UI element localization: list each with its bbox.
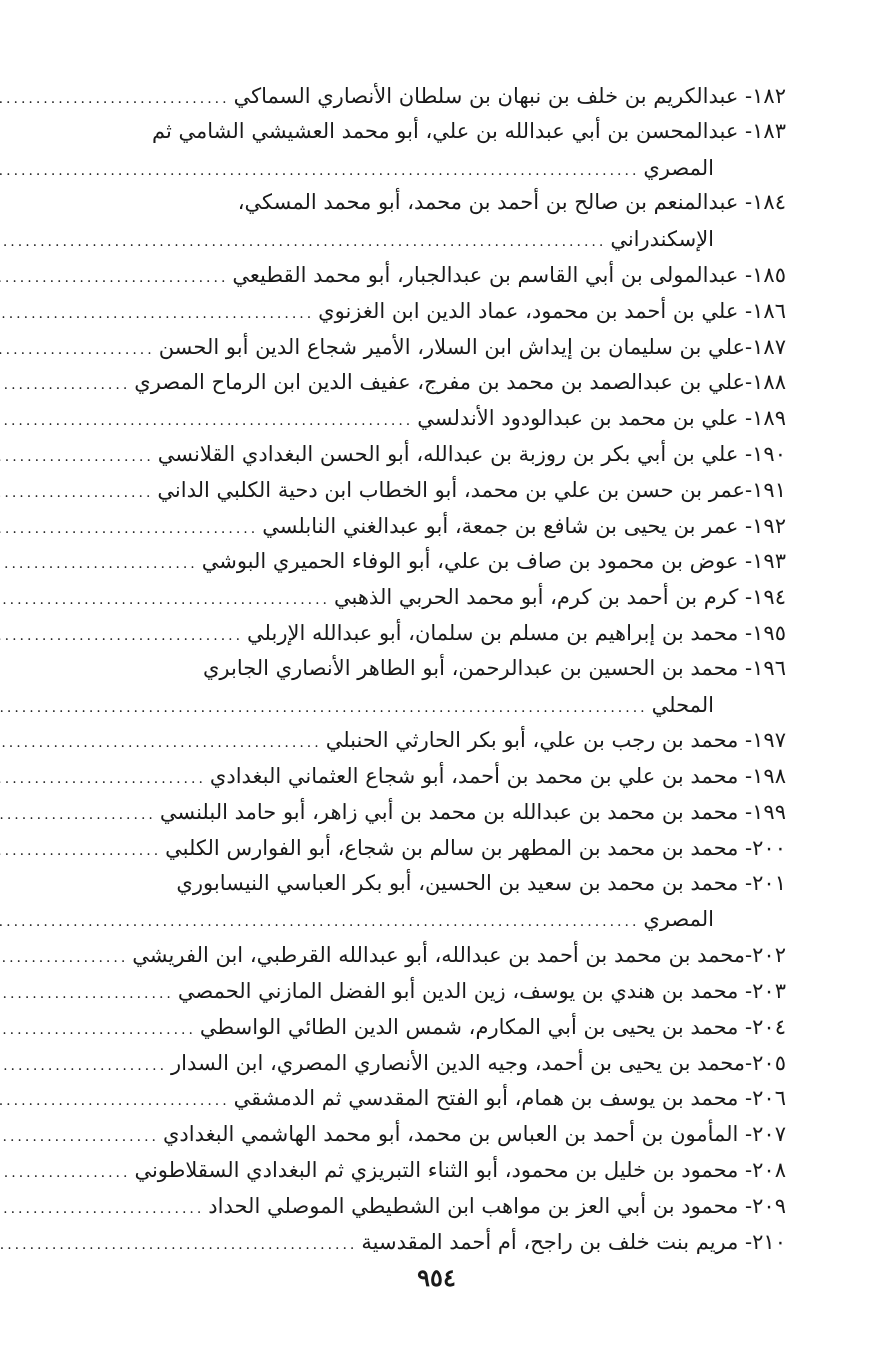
- dot-leader: [0, 368, 134, 404]
- toc-entry-title: ١٩١-عمر بن حسن بن علي بن محمد، أبو الخطاب ابن دحية الكلبي الداني: [157, 477, 786, 502]
- toc-entry: [20, 830, 786, 866]
- dot-leader: [0, 834, 165, 870]
- dot-leader: [0, 941, 132, 977]
- dot-leader: [0, 1156, 134, 1192]
- dot-leader: [0, 762, 210, 798]
- toc-entry-title: ١٩٢- عمر بن يحيى بن شافع بن جمعة، أبو عبدالغني النابلسي: [262, 513, 786, 538]
- toc-entry-title: ١٨٥- عبدالمولى بن أبي القاسم بن عبدالجبار، أبو محمد القطيعي: [232, 262, 786, 287]
- dot-leader: [0, 905, 643, 941]
- dot-leader: [0, 82, 234, 118]
- toc-entry: [20, 722, 786, 758]
- toc-entry: [20, 543, 786, 579]
- toc-entry: [20, 1080, 786, 1116]
- toc-entry-title: المصري: [643, 155, 714, 180]
- toc-entry: [20, 1152, 786, 1188]
- dot-leader: [0, 154, 643, 190]
- toc-entry: [20, 579, 786, 615]
- dot-leader: [0, 1228, 361, 1264]
- toc-entry: [20, 78, 786, 114]
- dot-leader: [0, 1192, 208, 1228]
- toc-entry-title: ٢٠٩- محمود بن أبي العز بن مواهب ابن الشطيطي الموصلي الحداد: [208, 1193, 786, 1218]
- toc-entry-title: ١٨٢- عبدالكريم بن خلف بن نبهان بن سلطان الأنصاري السماكي: [233, 84, 786, 108]
- toc-entry: [20, 114, 786, 150]
- dot-leader: [0, 547, 202, 583]
- dot-leader: [0, 691, 652, 727]
- dot-leader: [0, 726, 326, 762]
- toc-entry: [20, 1116, 786, 1152]
- dot-leader: [0, 297, 318, 333]
- toc-entry-title: ١٨٣- عبدالمحسن بن أبي عبدالله بن علي، أبو محمد العشيشي الشامي ثم: [152, 118, 786, 143]
- toc-entry-title: المحلي: [651, 692, 714, 717]
- toc-entry: [20, 937, 786, 973]
- dot-leader: [0, 1013, 200, 1049]
- toc-entry-title: ٢٠٥-محمد بن يحيى بن أحمد، وجيه الدين الأنصاري المصري، ابن السدار: [171, 1050, 786, 1075]
- dot-leader: [0, 440, 158, 476]
- toc-entry-title: ١٩٦- محمد بن الحسين بن عبدالرحمن، أبو الطاهر الأنصاري الجابري: [202, 655, 786, 680]
- toc-entry: [20, 1224, 786, 1260]
- toc-entry-title: ١٨٧-علي بن سليمان بن إيداش ابن السلار، الأمير شجاع الدين أبو الحسن: [158, 334, 786, 359]
- dot-leader: [0, 1084, 234, 1120]
- toc-entry-title: ٢٠١- محمد بن محمد بن سعيد بن الحسين، أبو بكر العباسي النيسابوري: [176, 870, 786, 895]
- toc-entry: [20, 901, 786, 937]
- toc-entry: [20, 794, 786, 830]
- toc-entry: [20, 293, 786, 329]
- toc-entry: [20, 150, 786, 186]
- toc-entry-title: ٢٠٢-محمد بن محمد بن أحمد بن عبدالله، أبو عبدالله القرطبي، ابن الفريشي: [132, 943, 786, 968]
- toc-entry: [20, 973, 786, 1009]
- dot-leader: [0, 476, 157, 512]
- dot-leader: [0, 225, 610, 261]
- toc-entry-title: ٢٠٤- محمد بن يحيى بن أبي المكارم، شمس الدين الطائي الواسطي: [199, 1014, 786, 1039]
- dot-leader: [0, 798, 160, 834]
- toc-entry: [20, 364, 786, 400]
- toc-entry-title: ٢٠٧- المأمون بن أحمد بن العباس بن محمد، أبو محمد الهاشمي البغدادي: [162, 1122, 786, 1147]
- toc-entry: [20, 1045, 786, 1081]
- toc-entry-title: ١٨٨-علي بن عبدالصمد بن محمد بن مفرج، عفيف الدين ابن الرماح المصري: [134, 370, 786, 395]
- toc-entry-title: ١٩٠- علي بن أبي بكر بن روزبة بن عبدالله، أبو الحسن البغدادي القلانسي: [157, 441, 786, 466]
- toc-entry: [20, 472, 786, 508]
- dot-leader: [0, 261, 232, 297]
- toc-entry-title: ٢١٠- مريم بنت خلف بن راجح، أم أحمد المقدسية: [361, 1229, 786, 1254]
- toc-entry: [20, 1009, 786, 1045]
- toc-entry-title: ١٨٩- علي بن محمد بن عبدالودود الأندلسي: [417, 406, 786, 431]
- table-of-contents: [20, 78, 786, 1259]
- dot-leader: [0, 512, 262, 548]
- toc-entry: [20, 221, 786, 257]
- toc-entry-title: الإسكندراني: [610, 227, 714, 252]
- toc-entry: [20, 329, 786, 365]
- toc-entry: [20, 758, 786, 794]
- toc-entry: [20, 866, 786, 902]
- toc-entry-title: ١٩٣- عوض بن محمود بن صاف بن علي، أبو الوفاء الحميري البوشي: [201, 549, 786, 574]
- dot-leader: [0, 619, 247, 655]
- toc-entry: [20, 651, 786, 687]
- toc-entry: [20, 687, 786, 723]
- toc-entry-title: المصري: [643, 907, 714, 932]
- dot-leader: [0, 333, 159, 369]
- toc-entry: [20, 508, 786, 544]
- toc-entry: [20, 615, 786, 651]
- dot-leader: [0, 404, 417, 440]
- toc-entry-title: ٢٠٨- محمود بن خليل بن محمود، أبو الثناء التبريزي ثم البغدادي السقلاطوني: [134, 1157, 786, 1182]
- toc-entry-title: ١٩٤- كرم بن أحمد بن كرم، أبو محمد الحربي الذهبي: [334, 585, 786, 610]
- page-number: ٩٥٤: [417, 1263, 456, 1292]
- toc-entry-title: ٢٠٣- محمد بن هندي بن يوسف، زين الدين أبو الفضل المازني الحمصي: [177, 978, 786, 1003]
- toc-entry-title: ٢٠٠- محمد بن محمد بن المطهر بن سالم بن شجاع، أبو الفوارس الكلبي: [165, 835, 786, 860]
- toc-entry-title: ١٨٤- عبدالمنعم بن صالح بن أحمد بن محمد، أبو محمد المسكي،: [237, 190, 786, 215]
- toc-entry-title: ١٩٧- محمد بن رجب بن علي، أبو بكر الحارثي الحنبلي: [325, 728, 786, 753]
- toc-entry-title: ٢٠٦- محمد بن يوسف بن همام، أبو الفتح المقدسي ثم الدمشقي: [233, 1086, 786, 1111]
- dot-leader: [0, 583, 334, 619]
- dot-leader: [0, 1120, 163, 1156]
- toc-entry: [20, 257, 786, 293]
- toc-entry-title: ١٩٥- محمد بن إبراهيم بن مسلم بن سلمان، أبو عبدالله الإربلي: [247, 620, 786, 645]
- toc-entry-title: ١٨٦- علي بن أحمد بن محمود، عماد الدين ابن الغزنوي: [318, 298, 786, 323]
- dot-leader: [0, 1049, 171, 1085]
- toc-entry: [20, 436, 786, 472]
- toc-entry-title: ١٩٩- محمد بن محمد بن عبدالله بن محمد بن أبي زاهر، أبو حامد البلنسي: [159, 799, 786, 824]
- toc-entry-title: ١٩٨- محمد بن علي بن محمد بن أحمد، أبو شجاع العثماني البغدادي: [209, 764, 786, 789]
- dot-leader: [0, 977, 178, 1013]
- toc-entry: [20, 1188, 786, 1224]
- toc-entry: [20, 185, 786, 221]
- toc-entry: [20, 400, 786, 436]
